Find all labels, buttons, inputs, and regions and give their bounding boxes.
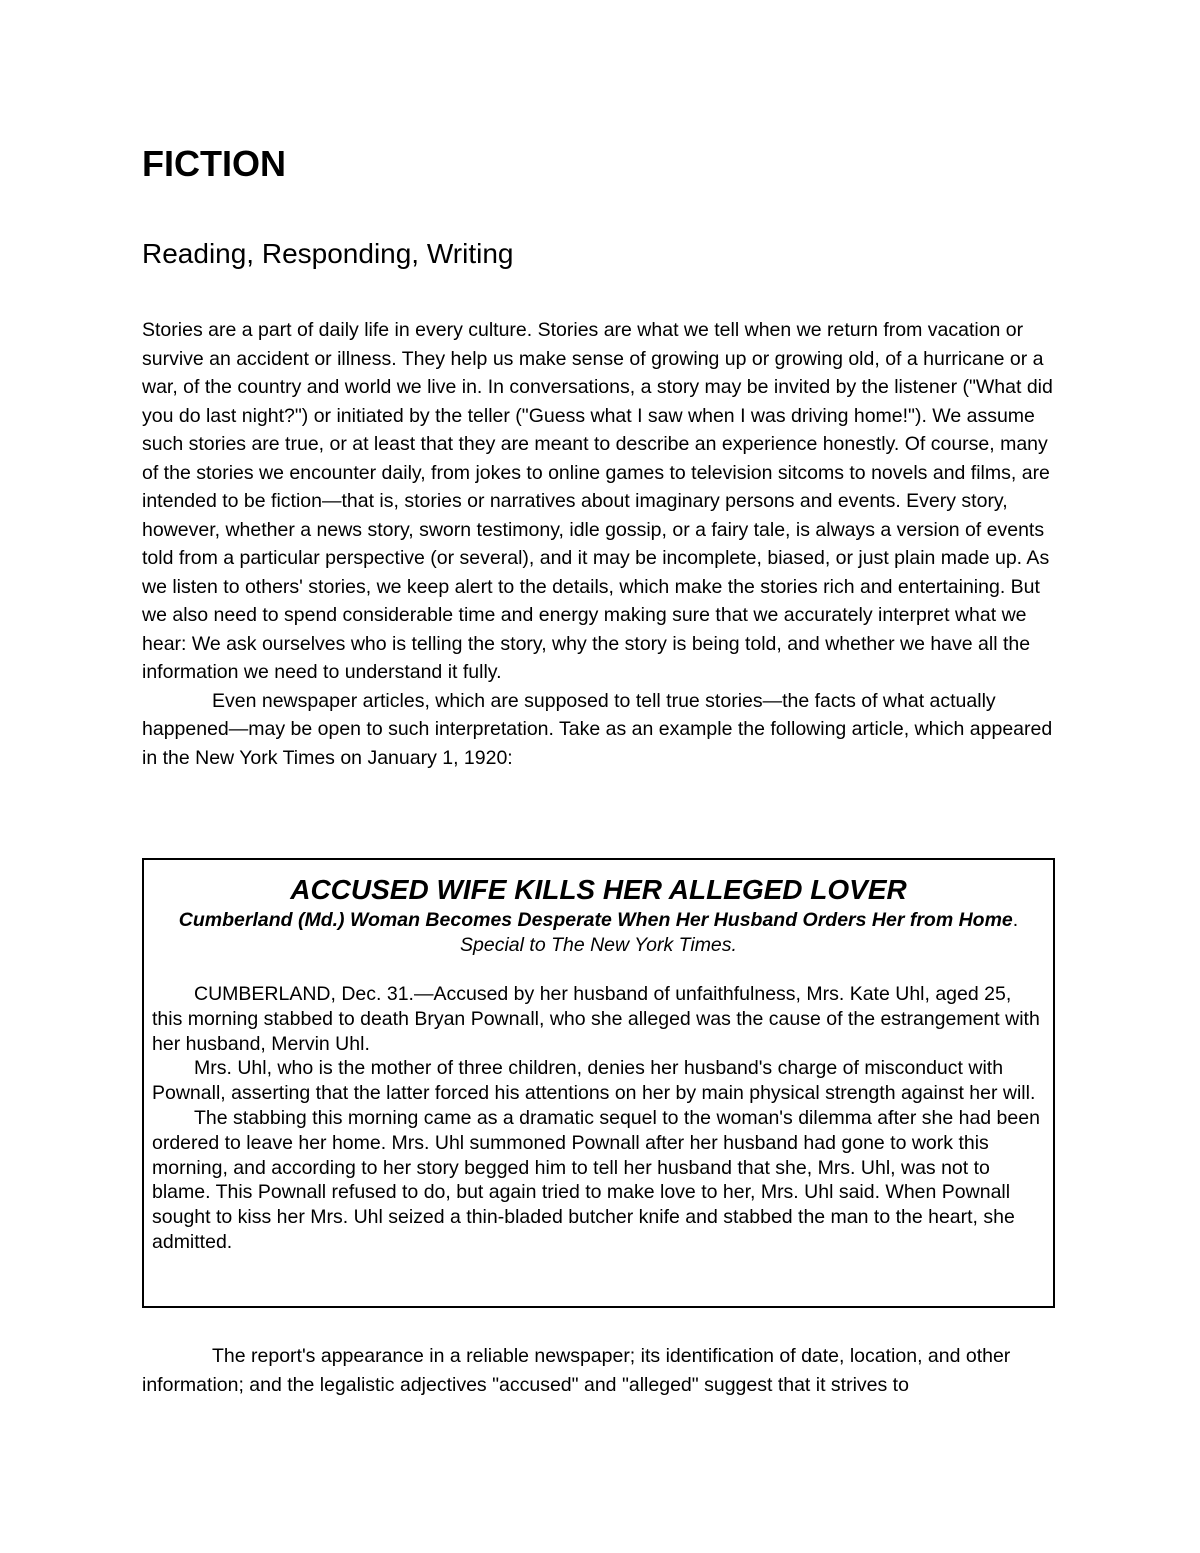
document-subtitle: Reading, Responding, Writing	[142, 238, 514, 269]
article-headline: ACCUSED WIFE KILLS HER ALLEGED LOVER	[290, 874, 907, 905]
intro-paragraph-1: Stories are a part of daily life in every culture. Stories are what we tell when we return from vacation or survive an accident or illness. They help us make sense of growing up or growing old, of a hurricane or a war, of the country and world we live in. In conversations, a story may be invited by the listener ("What did you do last night?") or initiated by the teller ("Guess what I saw when I was driving home!"). We assume such stories are true, or at least that they are meant to describe an experience honestly. Of course, many of the stories we encounter daily, from jokes to online games to television sitcoms to novels and films, are intended to be fiction—that is, stories or narratives about imaginary persons and events. Every story, however, whether a news story, sworn testimony, idle gossip, or a fairy tale, is always a version of events told from a particular perspective (or several), and it may be incomplete, biased, or just plain made up. As we listen to others' stories, we keep alert to the details, which make the stories rich and entertaining. But we also need to spend considerable time and energy making sure that we accurately interpret what we hear: We ask ourselves who is telling the story, why the story is being told, and whether we have all the information we need to understand it fully.	[142, 319, 1053, 683]
article-subhead-period: .	[1012, 909, 1019, 931]
article-paragraph-1: CUMBERLAND, Dec. 31.—Accused by her husband of unfaithfulness, Mrs. Kate Uhl, aged 25, this morning stabbed to death Bryan Pownall, who she alleged was the cause of the estrangement with her husband, Mervin Uhl.	[152, 983, 1040, 1055]
intro-text	[142, 316, 1060, 772]
article-paragraph-3: The stabbing this morning came as a dramatic sequel to the woman's dilemma after she had been ordered to leave her home. Mrs. Uhl summoned Pownall after her husband had gone to work this morning, and according to her story begged him to tell her husband that she, Mrs. Uhl, was not to blame. This Pownall refused to do, but again tried to make love to her, Mrs. Uhl said. When Pownall sought to kiss her Mrs. Uhl seized a thin-bladed butcher knife and stabbed the man to the heart, she admitted.	[152, 1106, 1040, 1253]
intro-paragraph-2: Even newspaper articles, which are supposed to tell true stories—the facts of what actually happened—may be open to such interpretation. Take as an example the following article, which appeared in the New York Times on January 1, 1920:	[142, 689, 1053, 769]
closing-paragraph: The report's appearance in a reliable newspaper; its identification of date, location, and other information; and the legalistic adjectives "accused" and "alleged" suggest that it strives to	[142, 1345, 1011, 1396]
closing-text	[142, 1342, 1060, 1399]
article-subhead	[152, 908, 1045, 933]
newspaper-article-box	[142, 858, 1055, 1308]
article-subhead-text: Cumberland (Md.) Woman Becomes Desperate When Her Husband Orders Her from Home	[178, 909, 1013, 931]
article-byline: Special to The New York Times.	[460, 934, 737, 956]
document-title: FICTION	[142, 143, 286, 184]
article-body	[152, 982, 1045, 1255]
article-paragraph-2: Mrs. Uhl, who is the mother of three children, denies her husband's charge of misconduct with Pownall, asserting that the latter forced his attentions on her by main physical strength against her will.	[152, 1057, 1036, 1105]
